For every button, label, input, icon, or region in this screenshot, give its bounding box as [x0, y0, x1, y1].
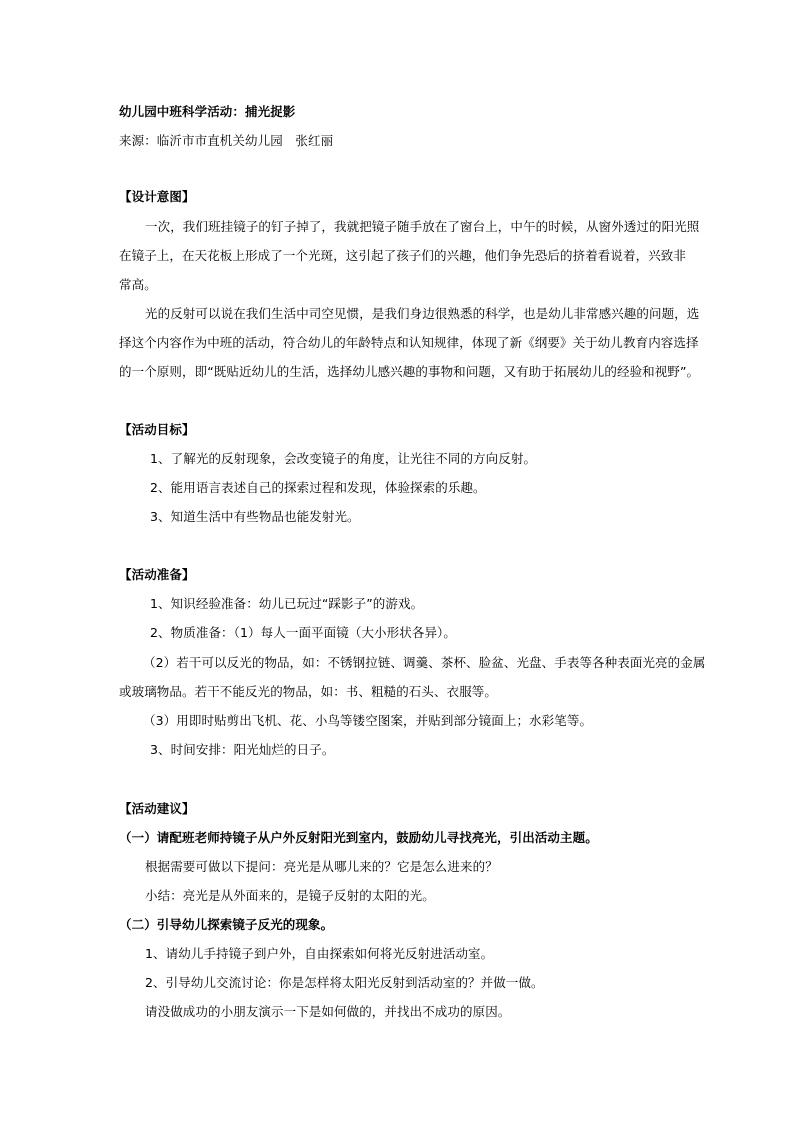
- goal-2: 2、能用语言表述自己的探索过程和发现，体验探索的乐趣。: [150, 480, 486, 495]
- suggest-heading: 【活动建议】: [119, 801, 195, 816]
- suggest-step-2: （二）引导幼儿探索镜子反光的现象。: [119, 917, 334, 932]
- design-paragraph-2-line-3: 的一个原则，即“既贴近幼儿的生活，选择幼儿感兴趣的事物和问题，又有助于拓展幼儿的经验和视野”。: [119, 364, 700, 379]
- prep-item-3-line-1: （2）若干可以反光的物品，如：不锈钢拉链、调羹、茶杯、脸盆、光盘、手表等各种表面光亮的金属: [143, 655, 706, 670]
- doc-source: 来源：临沂市市直机关幼儿园 张红丽: [119, 133, 334, 148]
- design-paragraph-2-line-1: 光的反射可以说在我们生活中司空见惯，是我们身边很熟悉的科学，也是幼儿非常感兴趣的问题，选: [145, 306, 700, 321]
- suggest-step-2-item-2: 2、引导幼儿交流讨论：你是怎样将太阳光反射到活动室的？并做一做。: [145, 975, 544, 990]
- prep-item-2: 2、物质准备：（1）每人一面平面镜（大小形状各异）。: [150, 625, 457, 640]
- suggest-step-1-question: 根据需要可做以下提问：亮光是从哪儿来的？它是怎么进来的？: [145, 859, 498, 874]
- prep-item-4: （3）用即时贴剪出飞机、花、小鸟等镂空图案，并贴到部分镜面上；水彩笔等。: [143, 713, 593, 728]
- prep-item-5: 3、时间安排：阳光灿烂的日子。: [150, 742, 335, 757]
- prep-item-1: 1、知识经验准备：幼儿已玩过“踩影子”的游戏。: [150, 596, 424, 611]
- design-paragraph-1-line-1: 一次，我们班挂镜子的钉子掉了，我就把镜子随手放在了窗台上，中午的时候，从窗外透过的阳光照: [145, 219, 700, 234]
- suggest-step-2-note: 请没做成功的小朋友演示一下是如何做的，并找出不成功的原因。: [145, 1004, 511, 1019]
- design-heading: 【设计意图】: [119, 189, 195, 204]
- design-paragraph-1-line-2: 在镜子上，在天花板上形成了一个光斑，这引起了孩子们的兴趣，他们争先恐后的挤着看说着，兴致非: [119, 248, 687, 263]
- design-paragraph-2-line-2: 择这个内容作为中班的活动，符合幼儿的年龄特点和认知规律，体现了新《纲要》关于幼儿教育内容选择: [119, 335, 699, 350]
- prep-item-3-line-2: 或玻璃物品。若干不能反光的物品，如：书、粗糙的石头、衣服等。: [119, 684, 498, 699]
- doc-title: 幼儿园中班科学活动：捕光捉影: [119, 104, 296, 119]
- prep-heading: 【活动准备】: [119, 567, 195, 582]
- suggest-step-1-summary: 小结：亮光是从外面来的，是镜子反射的太阳的光。: [145, 888, 435, 903]
- design-paragraph-1-line-3: 常高。: [119, 277, 157, 292]
- goal-1: 1、了解光的反射现象，会改变镜子的角度，让光往不同的方向反射。: [150, 451, 537, 466]
- goal-3: 3、知道生活中有些物品也能发射光。: [150, 509, 360, 524]
- suggest-step-1: （一）请配班老师持镜子从户外反射阳光到室内，鼓励幼儿寻找亮光，引出活动主题。: [119, 830, 598, 845]
- goals-heading: 【活动目标】: [119, 422, 195, 437]
- suggest-step-2-item-1: 1、请幼儿手持镜子到户外，自由探索如何将光反射进活动室。: [145, 946, 494, 961]
